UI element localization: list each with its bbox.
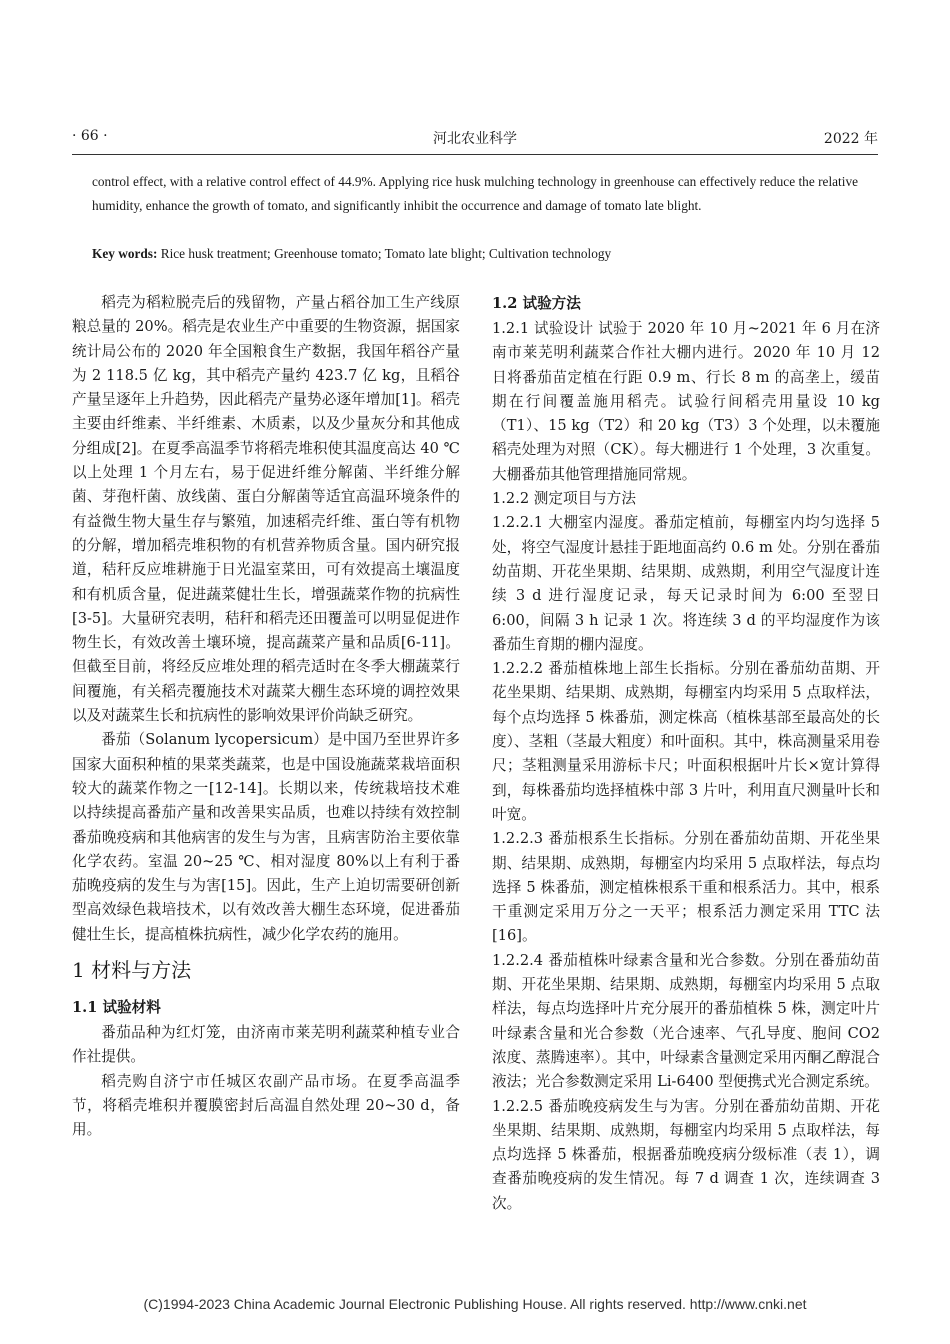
materials-paragraph-1: 番茄品种为红灯笼，由济南市莱芜明利蔬菜种植专业合作社提供。 xyxy=(72,1024,460,1066)
section-heading-1-2-2: 1.2.2 测定项目与方法 xyxy=(492,490,636,508)
method-1-2-2-2: 1.2.2.2 番茄植株地上部生长指标。分别在番茄幼苗期、开花坐果期、结果期、成熟期，每棚室内均采用 5 点取样法，每个点均选择 5 株番茄，测定株高（植株基部至最高处的长度）、茎粗（茎最大粗度）和叶面积。其中，株高测量采用卷尺；茎粗测量采用游标卡尺；叶面积根据叶片长×宽计算得到，每株番茄均选择植株中部 3 片叶，利用直尺测量叶长和叶宽。 xyxy=(492,660,880,823)
running-header xyxy=(72,128,878,148)
page-number: · 66 · xyxy=(72,128,108,144)
section-heading-1-2: 1.2 试验方法 xyxy=(492,295,581,312)
method-1-2-2-5: 1.2.2.5 番茄晚疫病发生与为害。分别在番茄幼苗期、开花坐果期、结果期、成熟期，每棚室内均采用 5 点取样法，每点均选择 5 株番茄，根据番茄晚疫病分级标准（表 1），调查番茄晚疫病的发生情况。每 7 d 调查 1 次，连续调查 3 次。 xyxy=(492,1097,880,1212)
keywords-text: Rice husk treatment; Greenhouse tomato; Tomato late blight; Cultivation technology xyxy=(160,246,612,261)
keywords-label: Key words: xyxy=(92,246,158,261)
method-1-2-1: 1.2.1 试验设计 试验于 2020 年 10 月~2021 年 6 月在济南市莱芜明利蔬菜合作社大棚内进行。2020 年 10 月 12 日将番茄苗定植在行距 0.9 m、行长 8 m 的高垄上，缓苗期在行间覆盖施用稻壳。试验行间稻壳用量设 10 kg（T1）、15 kg（T2）和 20 kg（T3）3 个处理，以未覆施稻壳处理为对照（CK）。每大棚进行 1 个处理，3 次重复。大棚番茄其他管理措施同常规。 xyxy=(492,320,880,483)
abstract-text: control effect, with a relative control effect of 44.9%. Applying rice husk mulching technology in greenhouse can effectively reduce the relative humidity, enhance the growth of tomato, and significantly inhibit the occurrence and damage of tomato late blight. xyxy=(92,174,858,213)
section-heading-1: 1 材料与方法 xyxy=(72,958,192,983)
method-1-2-2-3: 1.2.2.3 番茄根系生长指标。分别在番茄幼苗期、开花坐果期、结果期、成熟期，每棚室内均采用 5 点取样法，每点均选择 5 株番茄，测定植株根系干重和根系活力。其中，根系干重测定采用万分之一天平；根系活力测定采用 TTC 法[16]。 xyxy=(492,830,880,945)
materials-paragraph-2: 稻壳购自济宁市任城区农副产品市场。在夏季高温季节，将稻壳堆积并覆膜密封后高温自然处理 20~30 d，备用。 xyxy=(72,1072,460,1139)
intro-paragraph-1: 稻壳为稻粒脱壳后的残留物，产量占稻谷加工生产线原粮总量的 20%。稻壳是农业生产中重要的生物资源，据国家统计局公布的 2020 年全国粮食生产数据，我国年稻谷产量为 2 118.5 亿 kg，其中稻壳产量约 423.7 亿 kg，且稻谷产量呈逐年上升趋势，因此稻壳产量势必逐年增加[1]。稻壳主要由纤维素、半纤维素、木质素，以及少量灰分和其他成分组成[2]。在夏季高温季节将稻壳堆积使其温度高达 40 ℃以上处理 1 个月左右，易于促进纤维分解菌、半纤维分解菌、芽孢杆菌、放线菌、蛋白分解菌等适宜高温环境条件的有益微生物大量生存与繁殖，加速稻壳纤维、蛋白等有机物的分解，增加稻壳堆积物的有机营养物质含量。国内研究报道，秸秆反应堆耕施于日光温室菜田，可有效提高土壤温度和有机质含量，促进蔬菜健壮生长，增强蔬菜作物的抗病性[3-5]。大量研究表明，秸秆和稻壳还田覆盖可以明显促进作物生长，有效改善土壤环境，提高蔬菜产量和品质[6-11]。但截至目前，将经反应堆处理的稻壳适时在冬季大棚蔬菜行间覆施，有关稻壳覆施技术对蔬菜大棚生态环境的调控效果以及对蔬菜生长和抗病性的影响效果评价尚缺乏研究。 xyxy=(72,294,460,725)
copyright-footer: (C)1994-2023 China Academic Journal Electronic Publishing House. All rights reserved. http://www.cnki.net xyxy=(143,1296,807,1312)
right-column xyxy=(492,291,880,1216)
abstract-tail xyxy=(92,170,858,217)
section-heading-1-1: 1.1 试验材料 xyxy=(72,999,161,1017)
journal-name: 河北农业科学 xyxy=(433,131,517,147)
header-rule xyxy=(72,154,878,155)
method-1-2-2-1: 1.2.2.1 大棚室内湿度。番茄定植前，每棚室内均匀选择 5 处，将空气湿度计悬挂于距地面高约 0.6 m 处。分别在番茄幼苗期、开花坐果期、结果期、成熟期，利用空气湿度计连续 3 d 进行湿度记录，每天记录时间为 6:00 至翌日 6:00，间隔 3 h 记录 1 次。将连续 3 d 的平均湿度作为该番茄生育期的棚内湿度。 xyxy=(492,514,880,653)
journal-year: 2022 年 xyxy=(823,131,878,147)
left-column xyxy=(72,291,460,1143)
keywords xyxy=(92,243,611,265)
method-1-2-2-4: 1.2.2.4 番茄植株叶绿素含量和光合参数。分别在番茄幼苗期、开花坐果期、结果期、成熟期，每棚室内均采用 5 点取样法，每点均选择叶片充分展开的番茄植株 5 株，测定叶片叶绿素含量和光合参数（光合速率、气孔导度、胞间 CO2 浓度、蒸腾速率）。其中，叶绿素含量测定采用丙酮乙醇混合液法；光合参数测定采用 Li-6400 型便携式光合测定系统。 xyxy=(492,951,880,1091)
intro-paragraph-2: 番茄（Solanum lycopersicum）是中国乃至世界许多国家大面积种植的果菜类蔬菜，也是中国设施蔬菜栽培面积较大的蔬菜作物之一[12-14]。长期以来，传统栽培技术难以持续提高番茄产量和改善果实品质，也难以持续有效控制番茄晚疫病和其他病害的发生与为害，且病害防治主要依靠化学农药。室温 20~25 ℃、相对湿度 80%以上有利于番茄晚疫病的发生与为害[15]。因此，生产上迫切需要研创新型高效绿色栽培技术，以有效改善大棚生态环境，促进番茄健壮生长，提高植株抗病性，减少化学农药的施用。 xyxy=(72,731,460,943)
